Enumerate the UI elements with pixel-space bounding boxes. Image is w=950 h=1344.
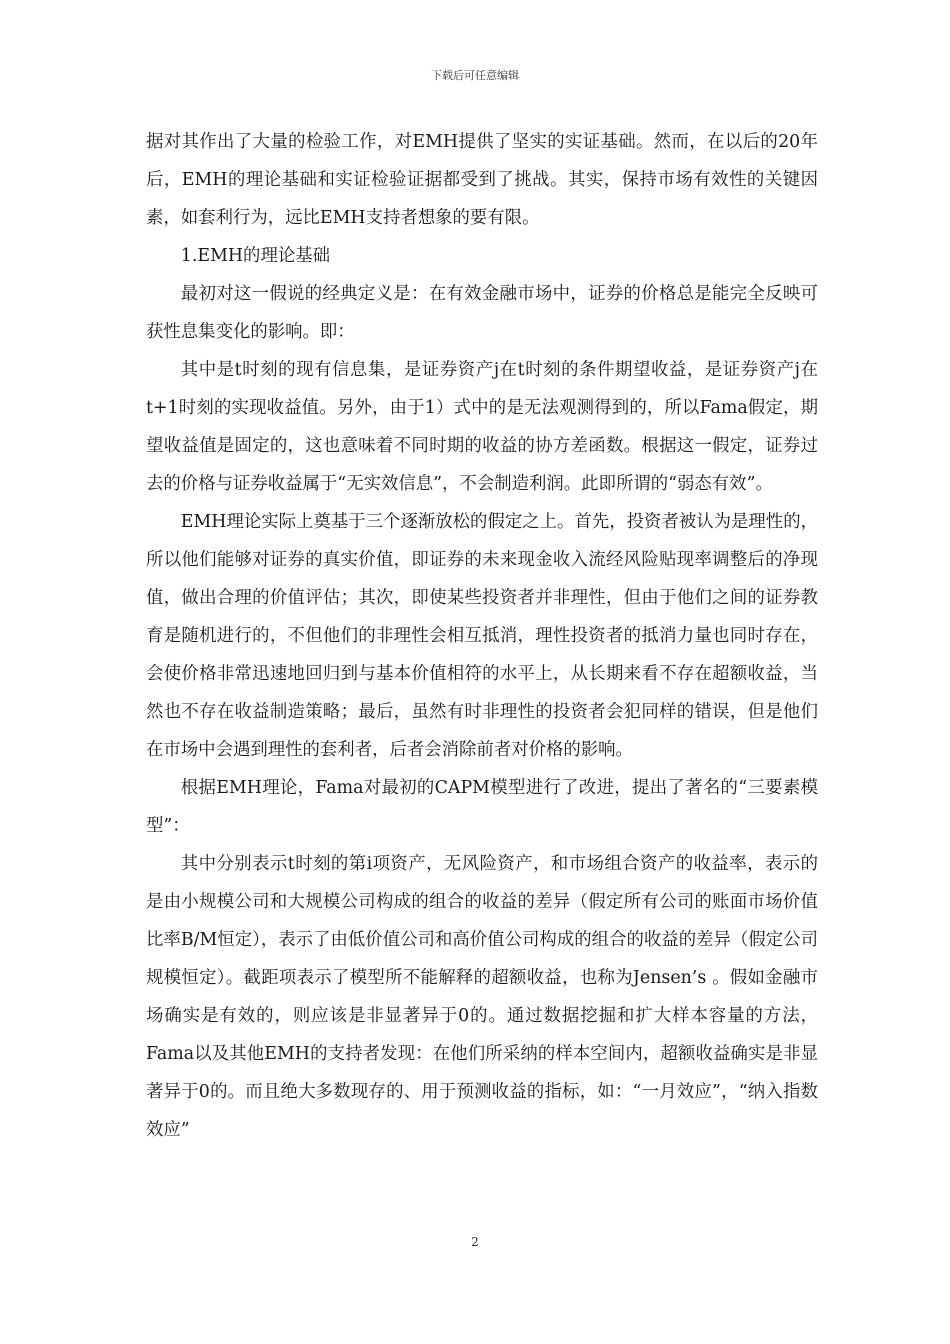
paragraph: 其中是t时刻的现有信息集，是证券资产j在t时刻的条件期望收益，是证券资产j在t+1时刻的实现收益值。另外，由于1）式中的是无法观测得到的，所以Fama假定，期望收益值是固定的，这也意味着不同时期的收益的协方差函数。根据这一假定，证券过去的价格与证券收益属于“无实效信息”，不会制造利润。此即所谓的“弱态有效”。 bbox=[146, 360, 818, 494]
paragraph: 根据EMH理论，Fama对最初的CAPM模型进行了改进，提出了著名的“三要素模型”： bbox=[146, 778, 818, 836]
page-header: 下载后可任意编辑 bbox=[431, 69, 519, 82]
paragraph: 最初对这一假说的经典定义是：在有效金融市场中，证券的价格总是能完全反映可获性息集变化的影响。即： bbox=[146, 284, 818, 342]
paragraph: 其中分别表示t时刻的第i项资产，无风险资产，和市场组合资产的收益率，表示的是由小规模公司和大规模公司构成的组合的收益的差异（假定所有公司的账面市场价值比率B/M恒定），表示了由低价值公司和高价值公司构成的组合的收益的差异（假定公司规模恒定）。截距项表示了模型所不能解释的超额收益，也称为Jensen’s 。假如金融市场确实是有效的，则应该是非显著异于0的。通过数据挖掘和扩大样本容量的方法，Fama以及其他EMH的支持者发现：在他们所采纳的样本空间内，超额收益确实是非显著异于0的。而且绝大多数现存的、用于预测收益的指标，如：“一月效应”，“纳入指数效应” bbox=[146, 854, 818, 1140]
page-number: 2 bbox=[471, 1235, 479, 1249]
paragraph-continuation: 据对其作出了大量的检验工作，对EMH提供了坚实的实证基础。然而，在以后的20年后，EMH的理论基础和实证检验证据都受到了挑战。其实，保持市场有效性的关键因素，如套利行为，远比EMH支持者想象的要有限。 bbox=[146, 132, 818, 228]
section-heading: 1.EMH的理论基础 bbox=[180, 246, 331, 266]
paragraph: EMH理论实际上奠基于三个逐渐放松的假定之上。首先，投资者被认为是理性的，所以他们能够对证券的真实价值，即证券的未来现金收入流经风险贴现率调整后的净现值，做出合理的价值评估；其次，即使某些投资者并非理性，但由于他们之间的证券教育是随机进行的，不但他们的非理性会相互抵消，理性投资者的抵消力量也同时存在，会使价格非常迅速地回归到与基本价值相符的水平上，从长期来看不存在超额收益，当然也不存在收益制造策略；最后，虽然有时非理性的投资者会犯同样的错误，但是他们在市场中会遇到理性的套利者，后者会消除前者对价格的影响。 bbox=[146, 512, 818, 760]
body-text bbox=[146, 123, 818, 1149]
